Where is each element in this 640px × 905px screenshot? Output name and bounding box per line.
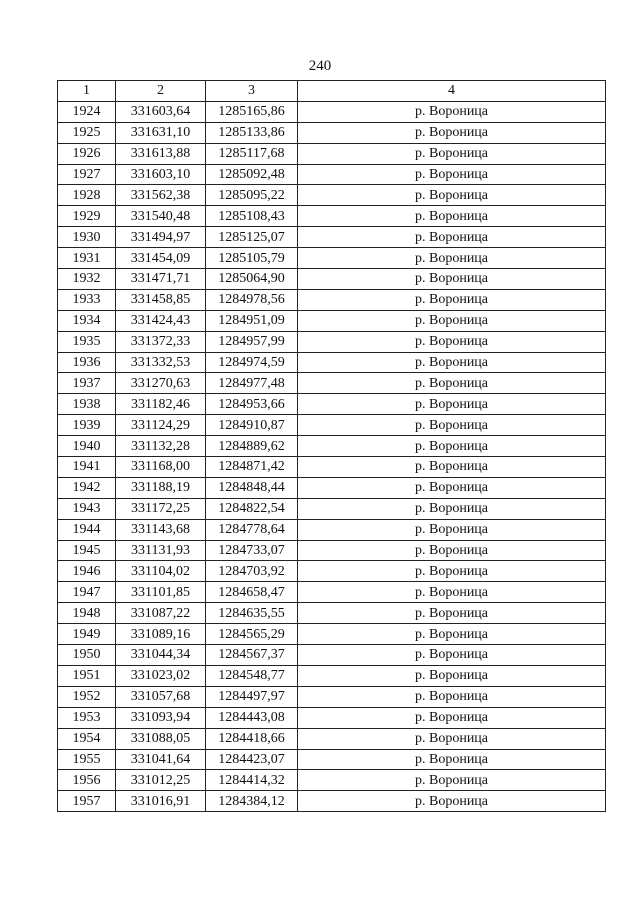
point-number-cell: 1956 bbox=[58, 770, 116, 791]
x-coordinate-cell: 331044,34 bbox=[116, 645, 206, 666]
table-row bbox=[58, 561, 606, 582]
description-cell: р. Вороница bbox=[298, 352, 606, 373]
description-cell: р. Вороница bbox=[298, 498, 606, 519]
description-cell: р. Вороница bbox=[298, 707, 606, 728]
y-coordinate-cell: 1285092,48 bbox=[206, 164, 298, 185]
table-row bbox=[58, 686, 606, 707]
point-number-cell: 1931 bbox=[58, 248, 116, 269]
point-number-cell: 1930 bbox=[58, 227, 116, 248]
x-coordinate-cell: 331631,10 bbox=[116, 122, 206, 143]
description-cell: р. Вороница bbox=[298, 415, 606, 436]
x-coordinate-cell: 331613,88 bbox=[116, 143, 206, 164]
y-coordinate-cell: 1284910,87 bbox=[206, 415, 298, 436]
column-header-x: 2 bbox=[116, 81, 206, 102]
table-row bbox=[58, 415, 606, 436]
y-coordinate-cell: 1284953,66 bbox=[206, 394, 298, 415]
x-coordinate-cell: 331172,25 bbox=[116, 498, 206, 519]
point-number-cell: 1927 bbox=[58, 164, 116, 185]
y-coordinate-cell: 1284978,56 bbox=[206, 289, 298, 310]
x-coordinate-cell: 331603,64 bbox=[116, 101, 206, 122]
table-row bbox=[58, 498, 606, 519]
description-cell: р. Вороница bbox=[298, 728, 606, 749]
table-row bbox=[58, 394, 606, 415]
table-row bbox=[58, 227, 606, 248]
description-cell: р. Вороница bbox=[298, 269, 606, 290]
point-number-cell: 1952 bbox=[58, 686, 116, 707]
point-number-cell: 1942 bbox=[58, 477, 116, 498]
y-coordinate-cell: 1285165,86 bbox=[206, 101, 298, 122]
description-cell: р. Вороница bbox=[298, 331, 606, 352]
description-cell: р. Вороница bbox=[298, 310, 606, 331]
y-coordinate-cell: 1284423,07 bbox=[206, 749, 298, 770]
x-coordinate-cell: 331104,02 bbox=[116, 561, 206, 582]
table-row bbox=[58, 206, 606, 227]
table-row bbox=[58, 164, 606, 185]
point-number-cell: 1953 bbox=[58, 707, 116, 728]
point-number-cell: 1944 bbox=[58, 519, 116, 540]
table-row bbox=[58, 352, 606, 373]
description-cell: р. Вороница bbox=[298, 289, 606, 310]
y-coordinate-cell: 1284565,29 bbox=[206, 624, 298, 645]
description-cell: р. Вороница bbox=[298, 206, 606, 227]
y-coordinate-cell: 1284957,99 bbox=[206, 331, 298, 352]
description-cell: р. Вороница bbox=[298, 101, 606, 122]
point-number-cell: 1943 bbox=[58, 498, 116, 519]
description-cell: р. Вороница bbox=[298, 645, 606, 666]
description-cell: р. Вороница bbox=[298, 665, 606, 686]
point-number-cell: 1951 bbox=[58, 665, 116, 686]
point-number-cell: 1933 bbox=[58, 289, 116, 310]
y-coordinate-cell: 1284977,48 bbox=[206, 373, 298, 394]
description-cell: р. Вороница bbox=[298, 143, 606, 164]
table-row bbox=[58, 143, 606, 164]
x-coordinate-cell: 331143,68 bbox=[116, 519, 206, 540]
point-number-cell: 1935 bbox=[58, 331, 116, 352]
table-row bbox=[58, 770, 606, 791]
y-coordinate-cell: 1284778,64 bbox=[206, 519, 298, 540]
description-cell: р. Вороница bbox=[298, 770, 606, 791]
point-number-cell: 1928 bbox=[58, 185, 116, 206]
description-cell: р. Вороница bbox=[298, 436, 606, 457]
description-cell: р. Вороница bbox=[298, 227, 606, 248]
description-cell: р. Вороница bbox=[298, 457, 606, 478]
x-coordinate-cell: 331424,43 bbox=[116, 310, 206, 331]
point-number-cell: 1948 bbox=[58, 603, 116, 624]
y-coordinate-cell: 1285133,86 bbox=[206, 122, 298, 143]
y-coordinate-cell: 1285105,79 bbox=[206, 248, 298, 269]
table-row bbox=[58, 519, 606, 540]
x-coordinate-cell: 331372,33 bbox=[116, 331, 206, 352]
y-coordinate-cell: 1284889,62 bbox=[206, 436, 298, 457]
table-row bbox=[58, 665, 606, 686]
point-number-cell: 1945 bbox=[58, 540, 116, 561]
point-number-cell: 1941 bbox=[58, 457, 116, 478]
table-row bbox=[58, 101, 606, 122]
description-cell: р. Вороница bbox=[298, 122, 606, 143]
table-row bbox=[58, 540, 606, 561]
point-number-cell: 1926 bbox=[58, 143, 116, 164]
table-row bbox=[58, 624, 606, 645]
x-coordinate-cell: 331041,64 bbox=[116, 749, 206, 770]
y-coordinate-cell: 1284658,47 bbox=[206, 582, 298, 603]
x-coordinate-cell: 331057,68 bbox=[116, 686, 206, 707]
y-coordinate-cell: 1285125,07 bbox=[206, 227, 298, 248]
x-coordinate-cell: 331471,71 bbox=[116, 269, 206, 290]
description-cell: р. Вороница bbox=[298, 791, 606, 812]
x-coordinate-cell: 331093,94 bbox=[116, 707, 206, 728]
column-header-y: 3 bbox=[206, 81, 298, 102]
table-row bbox=[58, 248, 606, 269]
point-number-cell: 1934 bbox=[58, 310, 116, 331]
x-coordinate-cell: 331332,53 bbox=[116, 352, 206, 373]
x-coordinate-cell: 331101,85 bbox=[116, 582, 206, 603]
point-number-cell: 1949 bbox=[58, 624, 116, 645]
description-cell: р. Вороница bbox=[298, 519, 606, 540]
point-number-cell: 1936 bbox=[58, 352, 116, 373]
y-coordinate-cell: 1284384,12 bbox=[206, 791, 298, 812]
table-row bbox=[58, 289, 606, 310]
y-coordinate-cell: 1284443,08 bbox=[206, 707, 298, 728]
x-coordinate-cell: 331089,16 bbox=[116, 624, 206, 645]
table-row bbox=[58, 728, 606, 749]
description-cell: р. Вороница bbox=[298, 603, 606, 624]
point-number-cell: 1932 bbox=[58, 269, 116, 290]
y-coordinate-cell: 1284548,77 bbox=[206, 665, 298, 686]
description-cell: р. Вороница bbox=[298, 582, 606, 603]
table-row bbox=[58, 331, 606, 352]
x-coordinate-cell: 331494,97 bbox=[116, 227, 206, 248]
table-row bbox=[58, 310, 606, 331]
description-cell: р. Вороница bbox=[298, 164, 606, 185]
y-coordinate-cell: 1285064,90 bbox=[206, 269, 298, 290]
table-row bbox=[58, 749, 606, 770]
y-coordinate-cell: 1284733,07 bbox=[206, 540, 298, 561]
x-coordinate-cell: 331016,91 bbox=[116, 791, 206, 812]
table-row bbox=[58, 707, 606, 728]
point-number-cell: 1946 bbox=[58, 561, 116, 582]
x-coordinate-cell: 331087,22 bbox=[116, 603, 206, 624]
x-coordinate-cell: 331540,48 bbox=[116, 206, 206, 227]
description-cell: р. Вороница bbox=[298, 185, 606, 206]
description-cell: р. Вороница bbox=[298, 561, 606, 582]
page-number: 240 bbox=[308, 58, 332, 74]
x-coordinate-cell: 331458,85 bbox=[116, 289, 206, 310]
y-coordinate-cell: 1284974,59 bbox=[206, 352, 298, 373]
x-coordinate-cell: 331562,38 bbox=[116, 185, 206, 206]
table-row bbox=[58, 477, 606, 498]
y-coordinate-cell: 1284414,32 bbox=[206, 770, 298, 791]
description-cell: р. Вороница bbox=[298, 373, 606, 394]
x-coordinate-cell: 331088,05 bbox=[116, 728, 206, 749]
table-row bbox=[58, 436, 606, 457]
y-coordinate-cell: 1285108,43 bbox=[206, 206, 298, 227]
y-coordinate-cell: 1285095,22 bbox=[206, 185, 298, 206]
x-coordinate-cell: 331603,10 bbox=[116, 164, 206, 185]
point-number-cell: 1925 bbox=[58, 122, 116, 143]
column-header-description: 4 bbox=[298, 81, 606, 102]
x-coordinate-cell: 331124,29 bbox=[116, 415, 206, 436]
point-number-cell: 1938 bbox=[58, 394, 116, 415]
description-cell: р. Вороница bbox=[298, 477, 606, 498]
x-coordinate-cell: 331182,46 bbox=[116, 394, 206, 415]
table-row bbox=[58, 457, 606, 478]
y-coordinate-cell: 1284418,66 bbox=[206, 728, 298, 749]
table-row bbox=[58, 582, 606, 603]
point-number-cell: 1940 bbox=[58, 436, 116, 457]
table-row bbox=[58, 645, 606, 666]
y-coordinate-cell: 1284951,09 bbox=[206, 310, 298, 331]
column-header-number: 1 bbox=[58, 81, 116, 102]
description-cell: р. Вороница bbox=[298, 749, 606, 770]
table-header-row bbox=[58, 81, 606, 102]
x-coordinate-cell: 331012,25 bbox=[116, 770, 206, 791]
point-number-cell: 1937 bbox=[58, 373, 116, 394]
y-coordinate-cell: 1284497,97 bbox=[206, 686, 298, 707]
table-row bbox=[58, 603, 606, 624]
y-coordinate-cell: 1284871,42 bbox=[206, 457, 298, 478]
table-row bbox=[58, 122, 606, 143]
description-cell: р. Вороница bbox=[298, 540, 606, 561]
x-coordinate-cell: 331131,93 bbox=[116, 540, 206, 561]
y-coordinate-cell: 1284822,54 bbox=[206, 498, 298, 519]
description-cell: р. Вороница bbox=[298, 624, 606, 645]
x-coordinate-cell: 331168,00 bbox=[116, 457, 206, 478]
point-number-cell: 1939 bbox=[58, 415, 116, 436]
y-coordinate-cell: 1284567,37 bbox=[206, 645, 298, 666]
x-coordinate-cell: 331188,19 bbox=[116, 477, 206, 498]
description-cell: р. Вороница bbox=[298, 394, 606, 415]
point-number-cell: 1954 bbox=[58, 728, 116, 749]
table-body bbox=[58, 101, 606, 811]
point-number-cell: 1955 bbox=[58, 749, 116, 770]
description-cell: р. Вороница bbox=[298, 248, 606, 269]
point-number-cell: 1947 bbox=[58, 582, 116, 603]
y-coordinate-cell: 1284635,55 bbox=[206, 603, 298, 624]
table-row bbox=[58, 373, 606, 394]
x-coordinate-cell: 331270,63 bbox=[116, 373, 206, 394]
point-number-cell: 1924 bbox=[58, 101, 116, 122]
point-number-cell: 1929 bbox=[58, 206, 116, 227]
table-row bbox=[58, 269, 606, 290]
x-coordinate-cell: 331454,09 bbox=[116, 248, 206, 269]
point-number-cell: 1950 bbox=[58, 645, 116, 666]
table-row bbox=[58, 185, 606, 206]
y-coordinate-cell: 1285117,68 bbox=[206, 143, 298, 164]
point-number-cell: 1957 bbox=[58, 791, 116, 812]
y-coordinate-cell: 1284703,92 bbox=[206, 561, 298, 582]
x-coordinate-cell: 331132,28 bbox=[116, 436, 206, 457]
coordinates-table bbox=[57, 80, 606, 812]
description-cell: р. Вороница bbox=[298, 686, 606, 707]
table-row bbox=[58, 791, 606, 812]
x-coordinate-cell: 331023,02 bbox=[116, 665, 206, 686]
y-coordinate-cell: 1284848,44 bbox=[206, 477, 298, 498]
